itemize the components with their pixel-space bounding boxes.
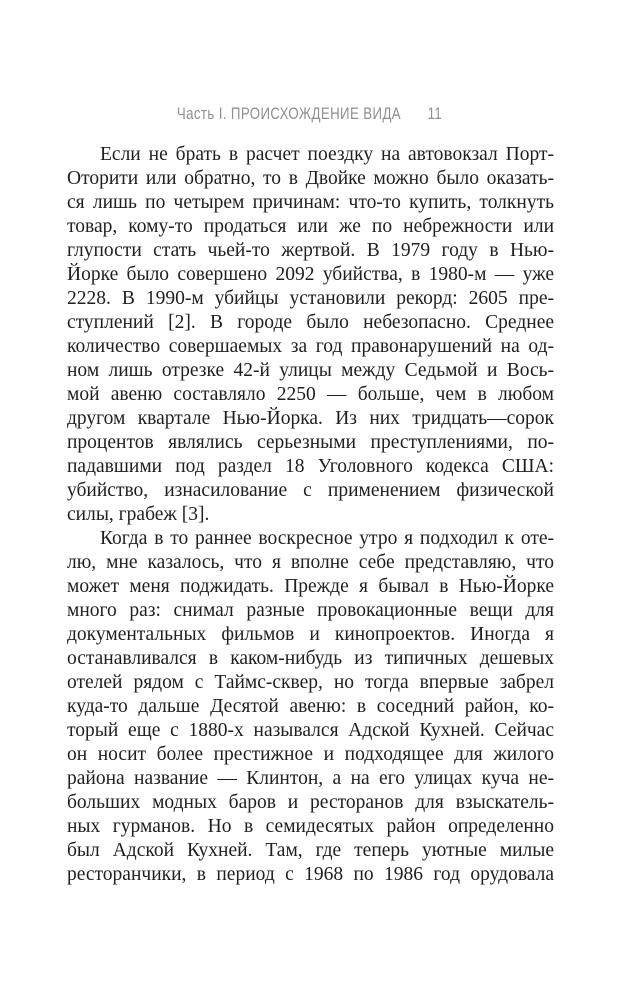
text-line: района название — Клинтон, а на его улицах куча не- xyxy=(67,768,554,789)
text-line: ресторанчики, в период с 1968 по 1986 год орудовала xyxy=(67,864,554,885)
text-line: может меня поджидать. Прежде я бывал в Нью-Йорке xyxy=(67,576,554,597)
text-line: Йорке было совершено 2092 убийства, в 1980-м — уже xyxy=(67,264,554,285)
running-title: Часть I. ПРОИСХОЖДЕНИЕ ВИДА xyxy=(176,104,402,123)
text-line: Если не брать в расчет поездку на автовокзал Порт- xyxy=(100,144,554,165)
text-line: процентов являлись серьезными преступлениями, по- xyxy=(67,432,554,453)
text-line: падавшими под раздел 18 Уголовного кодекса США: xyxy=(67,456,554,477)
text-line: 2228. В 1990-м убийцы установили рекорд: 2605 пре- xyxy=(67,288,554,309)
text-line: товар, кому-то продаться или же по небрежности или xyxy=(67,216,554,237)
text-line: куда-то дальше Десятой авеню: в соседний район, ко- xyxy=(67,696,554,717)
page-header xyxy=(68,104,551,124)
text-line: мой авеню составляло 2250 — больше, чем в любом xyxy=(67,384,554,405)
text-line: лю, мне казалось, что я вполне себе представляю, что xyxy=(67,552,554,573)
text-line: ся лишь по четырем причинам: что-то купить, толкнуть xyxy=(67,192,554,213)
text-line: силы, грабеж [3]. xyxy=(67,504,210,525)
text-line: ступлений [2]. В городе было небезопасно. Среднее xyxy=(67,312,554,333)
text-line: отелей рядом с Таймс-сквер, но тогда впервые забрел xyxy=(67,672,554,693)
text-line: он носит более престижное и подходящее для жилого xyxy=(67,744,554,765)
text-line: другом квартале Нью-Йорка. Из них тридцать—сорок xyxy=(67,408,554,429)
text-line: ных гурманов. Но в семидесятых район определенно xyxy=(67,816,554,837)
paragraph xyxy=(67,527,554,887)
text-line: останавливался в каком-нибудь из типичных дешевых xyxy=(67,648,554,669)
text-line: убийство, изнасилование с применением физической xyxy=(67,480,554,501)
text-line: документальных фильмов и кинопроектов. Иногда я xyxy=(67,624,554,645)
text-line: ном лишь отрезке 42-й улицы между Седьмой и Вось- xyxy=(67,360,554,381)
text-line: был Адской Кухней. Там, где теперь уютные милые xyxy=(67,840,554,861)
text-line: больших модных баров и ресторанов для взыскатель- xyxy=(67,792,554,813)
text-line: Когда в то раннее воскресное утро я подходил к оте- xyxy=(100,528,554,549)
text-line: торый еще с 1880-х назывался Адской Кухней. Сейчас xyxy=(67,720,554,741)
body-text xyxy=(67,143,554,887)
page-number: 11 xyxy=(427,104,443,123)
text-line: глупости стать чьей-то жертвой. В 1979 году в Нью- xyxy=(67,240,554,261)
text-line: количество совершаемых за год правонарушений на од- xyxy=(67,336,554,357)
text-line: Оторити или обратно, то в Двойке можно было оказать- xyxy=(67,168,554,189)
text-line: много раз: снимал разные провокационные вещи для xyxy=(67,600,554,621)
paragraph xyxy=(67,143,554,527)
